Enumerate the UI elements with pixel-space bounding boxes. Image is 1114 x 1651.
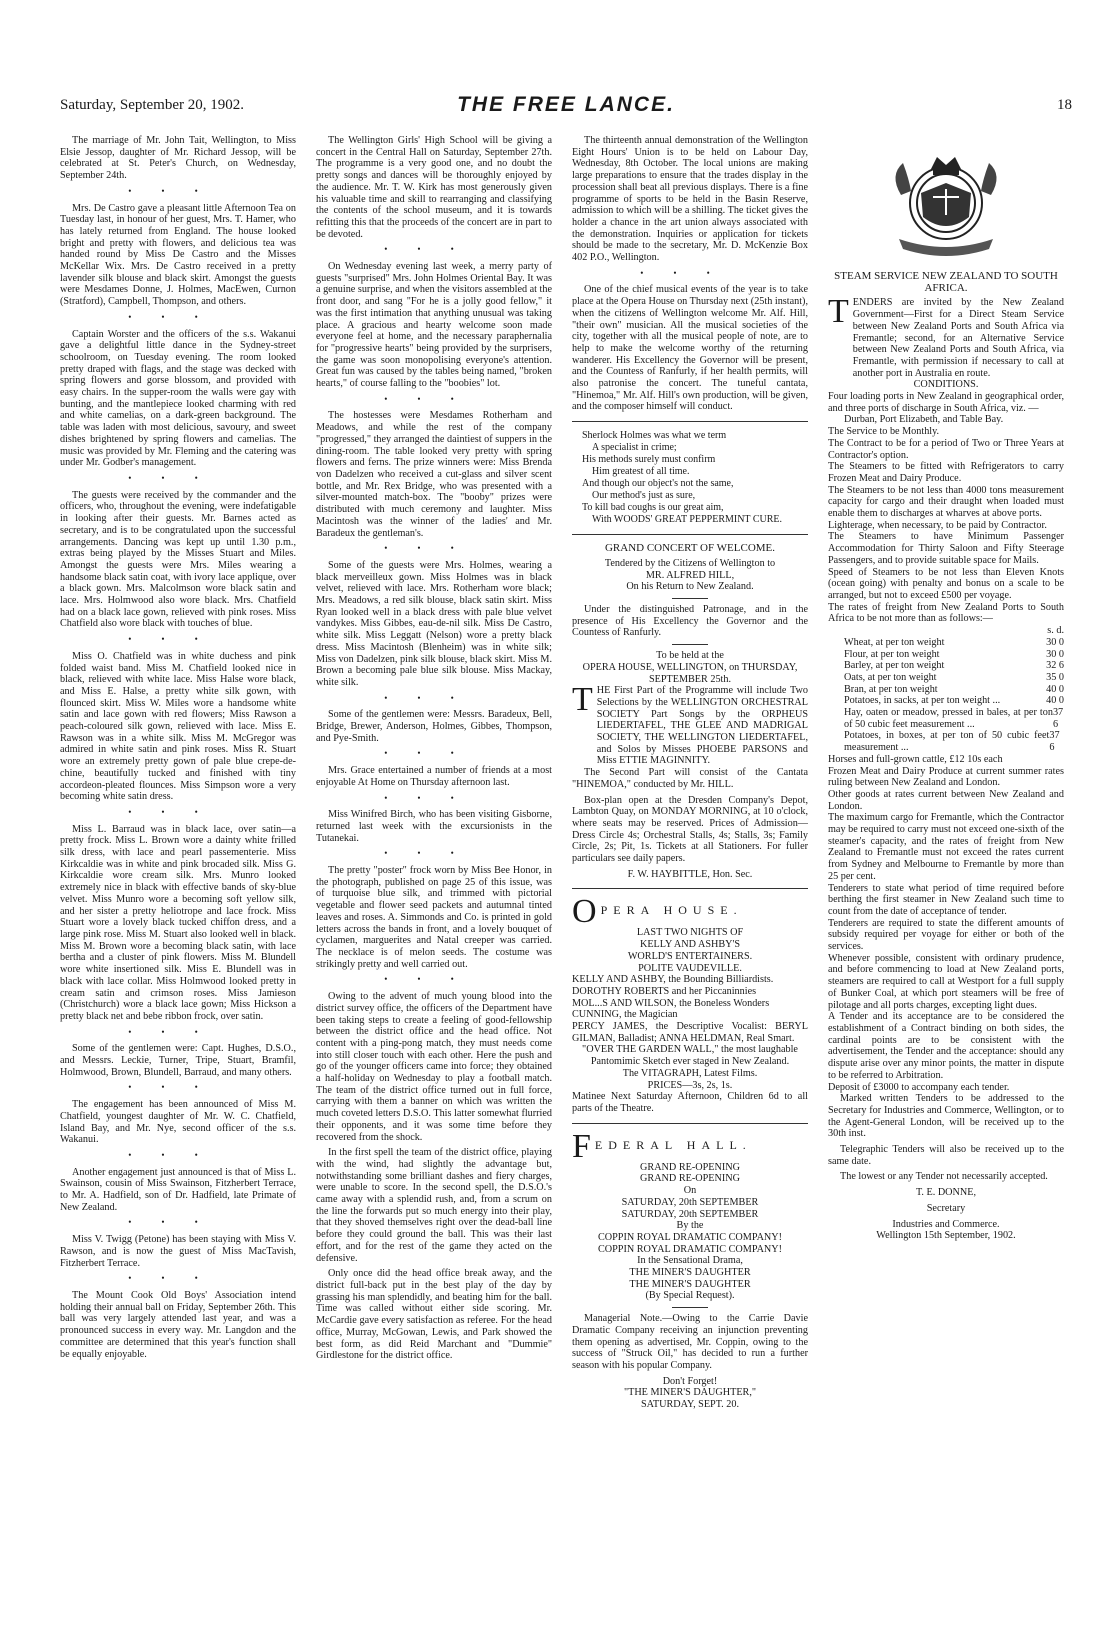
dont-forget: Don't Forget! (662, 1375, 718, 1387)
rule (572, 888, 808, 889)
concert-signature: F. W. HAYBITTLE, Hon. Sec. (627, 868, 753, 880)
section-separator: ••• (128, 1273, 228, 1284)
column-2 (316, 135, 552, 1615)
article-paragraph: Miss V. Twigg (Petone) has been staying with Miss V. Rawson, and is now the guest of Miss MacTavish, Fitzherbert Terrace. (60, 1234, 296, 1269)
opera-house-heading (572, 893, 808, 931)
section-separator: ••• (384, 748, 484, 759)
poem-line: To kill bad coughs is our great aim, (582, 502, 724, 514)
article-paragraph: The hostesses were Mesdames Rotherham and Meadows, and while the rest of the company "progressed," they arranged the daintiest of suppers in the dining-room. The table looked very pretty with spring flowers and ferns. The prize winners were: Miss Brenda von Dadelzen who received a cut-glass and silver scent bottle, and Mr. Rex Bridge, who was presented with a silver-mounted match-box. The "booby" prizes were distributed with much ceremony and laughter. Miss Macintosh was the winner of the ladies' and Mr. Baradeux the gentleman's. (316, 410, 552, 539)
poem-line: And though our object's not the same, (582, 478, 734, 490)
article-paragraph: The thirteenth annual demonstration of the Wellington Eight Hours' Union is to be held on Labour Day, Wednesday, 8th October. The local unions are making large preparations to ensure that the trades display in the procession shall beat all previous displays. There is a fine programme of sports to be held in the Basin Reserve, admission to which will be a shilling. The ticket gives the holder a chance in the art union always associated with the demonstration. Inquiries or application for tickets should be made to the secretary, Mr. D. McKenzie Box 402 P.O., Wellington. (572, 135, 808, 264)
section-separator: ••• (128, 185, 228, 196)
condition-item: A Tender and its acceptance are to be considered the establishment of a Contract binding on both sides, the cardinal points are to be consistent with the advertisement, the Tender and the acceptance: should any dispute arise over any minor points, the matter in dispute to be referred to Arbitration. (828, 1011, 1064, 1081)
rate-item: Hay, oaten or meadow, pressed in bales, at per ton of 50 cubic feet measurement ... (844, 707, 1053, 730)
column-4 (828, 135, 1064, 1615)
rate-item: Oats, at per ton weight (844, 671, 937, 683)
article-paragraph: Owing to the advent of much young blood into the district survey office, the officers of the Department have been taking steps to create a feeling of good-fellowship between the district office and the head office. Not content with a ping-pong match, they must needs come into still closer touch with each other. Here the push and go of the younger officers came into force; they obtained a half-holiday on Wednesday to play a football match. The team of the district office turned out in full force, carrying with them a banner on which was written the much coveted letters D.S.O. This latter somewhat flurried their opponents, and it was some time before they recovered from the shock. (316, 991, 552, 1143)
condition-item: Horses and full-grown cattle, £12 10s each (828, 753, 1003, 765)
poem-line: Sherlock Holmes was what we term (582, 430, 727, 442)
federal-line: GRAND RE-OPENING (640, 1161, 740, 1173)
condition-item: The Steamers to have Minimum Passenger Accommodation for Thirty Saloon and Fifty Steerage Passengers, and to provide suitable space for Mails. (828, 531, 1064, 566)
article-paragraph: Some of the gentlemen were: Capt. Hughes, D.S.O., and Messrs. Leckie, Turner, Tripe, Stuart, Bramfil, Holmwood, Brown, Blundell, Barraud, and many others. (60, 1043, 296, 1078)
federal-line: On (683, 1185, 697, 1197)
article-paragraph: Some of the guests were Mrs. Holmes, wearing a black merveilleux gown. Miss Holmes was in black velvet, relieved with lace. Mrs. Rotherham wore black; Mrs. Meadows, a red silk blouse, black satin skirt. Miss Ryan looked well in a black dress with pale blue velvet vandykes. Miss Gibbes, eau-de-nil silk. Miss De Castro, white silk. Miss Leggatt (Nelson) wore a pretty black dress. Miss Macintosh (Blenheim) was in white silk; Miss von Dadelzen, pink silk blouse, black skirt. Miss M. Brown a becoming pale blue silk blouse. Miss Mackay, white silk. (316, 559, 552, 688)
concert-return: On his Return to New Zealand. (626, 581, 754, 593)
federal-line: In the Sensational Drama, (637, 1255, 743, 1267)
condition-item: The maximum cargo for Fremantle, which the Contractor may be required to carry must not exceed one-sixth of the steamer's capacity, and the rates of freight from New Zealand to Fremantle must not exceed the rates current from Sydney and Melbourne to Fremantle by more than 25 per cent. (828, 812, 1064, 882)
conditions-heading: CONDITIONS. (913, 379, 979, 391)
concert-title: GRAND CONCERT OF WELCOME. (604, 542, 776, 555)
section-separator: ••• (384, 848, 484, 859)
article-paragraph: Only once did the head office break away, and the district full-back put in the best play of the day by grassing his man splendidly, and beating him for the ball. Time was called without either side scoring. Mr. McCardie gave every satisfaction as referee. For the head office, Murray, McGowan, Lewis, and Park showed the best form, as did Reid Marchant and "Dummie" Girdlestone for the district office. (316, 1268, 552, 1362)
section-separator: ••• (128, 1149, 228, 1160)
section-separator: ••• (384, 543, 484, 554)
rate-value: 32 6 (1046, 660, 1064, 672)
issue-date: Saturday, September 20, 1902. (60, 97, 244, 113)
article-paragraph: Miss Winifred Birch, who has been visiting Gisborne, returned last week with the excursionists in the Tutanekai. (316, 809, 552, 844)
opera-act: The VITAGRAPH, Latest Films. (622, 1067, 758, 1079)
federal-line: THE MINER'S DAUGHTER (629, 1267, 751, 1279)
condition-item: The Service to be Monthly. (828, 426, 940, 438)
condition-item: Whenever possible, consistent with ordinary prudence, and before commencing to load at New Zealand ports, steamers are required to call at Westport for a full supply of Bunker Coal, at which port steamers will be free of pilotage and all ports charges, excepting light dues. (828, 952, 1064, 1011)
signer-department: Industries and Commerce. (892, 1218, 1000, 1230)
rate-value: 37 6 (1049, 730, 1060, 754)
section-separator: ••• (384, 692, 484, 703)
poem-line: His methods surely must confirm (582, 454, 716, 466)
page-number: 18 (1057, 97, 1072, 113)
drop-cap: O (572, 893, 597, 931)
rule (672, 644, 708, 645)
opera-matinee: Matinee Next Saturday Afternoon, Children 6d to all parts of the Theatre. (572, 1091, 808, 1114)
article-paragraph: Mrs. Grace entertained a number of friends at a most enjoyable At Home on Thursday afternoon last. (316, 765, 552, 788)
section-separator: ••• (128, 1217, 228, 1228)
poem-line: With WOODS' GREAT PEPPERMINT CURE. (592, 514, 783, 526)
show-name: "THE MINER'S DAUGHTER," (623, 1387, 757, 1399)
condition-item: The rates of freight from New Zealand Ports to South Africa to be not more than as follows:— (828, 601, 1064, 625)
condition-item: The Contract to be for a period of Two or Three Years at Contractor's option. (828, 437, 1064, 461)
condition-item: Lighterage, when necessary, to be paid by Contractor. (828, 519, 1047, 531)
advert-poem (582, 430, 798, 526)
condition-item: Four loading ports in New Zealand in geographical order, and three ports of discharge in South Africa, viz. — (828, 391, 1064, 414)
concert-honoree: MR. ALFRED HILL, (645, 569, 735, 581)
article-paragraph: Mrs. De Castro gave a pleasant little Afternoon Tea on Tuesday last, in honour of her guest, Mrs. T. Hamer, who has lately returned from England. The house looked bright and pretty with flowers, and delicious tea was handed round by Miss De Castro and the Misses McKellar Wix. Mrs. De Castro received in a pretty lavender silk blouse and black skirt. Amongst the guests were Mesdames Donne, J. Holmes, MacEwen, Curnon (Stratford), Campbell, Thompson, and others. (60, 202, 296, 308)
rate-item: Barley, at per ton weight (844, 660, 945, 672)
federal-line: COPPIN ROYAL DRAMATIC COMPANY! (597, 1243, 783, 1255)
poem-line: Him greatest of all time. (592, 466, 690, 478)
condition-item: Tenderers to state what period of time required before berthing the first steamer in New Zealand such time to count from the date of acceptance of tender. (828, 882, 1064, 917)
federal-hall-title: EDERAL HALL. (594, 1137, 752, 1152)
concert-tendered: Tendered by the Citizens of Wellington to (604, 557, 776, 569)
rate-value: 37 6 (1052, 707, 1064, 730)
closing-paragraph: The lowest or any Tender not necessarily accepted. (840, 1171, 1048, 1183)
opera-act: "OVER THE GARDEN WALL," the most laughable Pantomimic Sketch ever staged in New Zealand. (582, 1044, 798, 1068)
article-paragraph: The pretty "poster" frock worn by Miss Bee Honor, in the photograph, published on page 25 of this issue, was of turquoise blue silk, and trimmed with pictorial vegetable and flower seed packets and autumnal tinted leaves and roses. A. Simmonds and Co. is printed in gold letters across the bands in front, and a lovely bouquet of cyclamen, marguerites and Natal creeper was carried. The necklace is of melon seeds. The costume was strikingly pretty and well carried out. (316, 865, 552, 970)
rate-value: 30 0 (1046, 648, 1064, 660)
rate-value: 40 0 (1046, 683, 1064, 695)
royal-coat-of-arms-icon (881, 135, 1011, 265)
article-paragraph: The marriage of Mr. John Tait, Wellington, to Miss Elsie Jessop, daughter of Mr. Richard Jessop, will be celebrated at St. Peter's Church, on Wednesday, September 24th. (60, 135, 296, 182)
concert-second-part: The Second Part will consist of the Cantata "HINEMOA," conducted by Mr. HILL. (572, 767, 808, 790)
section-separator: ••• (128, 472, 228, 483)
rates-units: s. d. (1047, 625, 1064, 637)
poem-line: Our method's just as sure, (592, 490, 696, 502)
opera-act: DOROTHY ROBERTS and her Piccaninnies (572, 985, 757, 997)
signer-title: Secretary (926, 1202, 966, 1214)
condition-item: The Steamers to be fitted with Refrigerators to carry Frozen Meat and Dairy Produce. (828, 461, 1064, 484)
section-separator: ••• (384, 974, 484, 985)
rate-row (828, 649, 1064, 661)
poem-line: A specialist in crime; (592, 442, 677, 454)
section-separator: ••• (384, 792, 484, 803)
concert-held: To be held at the (656, 650, 724, 662)
section-separator: ••• (384, 244, 484, 255)
rule (572, 534, 808, 535)
federal-line: GRAND RE-OPENING (640, 1173, 740, 1185)
section-separator: ••• (128, 311, 228, 322)
opera-act: KELLY AND ASHBY, the Bounding Billiardists. (572, 974, 774, 986)
condition-item: Tenderers are required to state the different amounts of subsidy required per voyage for either or both of the services. (828, 917, 1064, 953)
federal-hall-heading (572, 1127, 808, 1165)
newspaper-title: THE FREE LANCE. (457, 93, 675, 116)
managerial-note: Managerial Note.—Owing to the Carrie Davie Dramatic Company receiving an injunction preventing them opening as advertised, Mr. Coppin, owing to the success of "Struck Oil," has decided to run a further season with his popular Company. (572, 1313, 808, 1371)
section-separator: ••• (128, 1026, 228, 1037)
federal-line: THE MINER'S DAUGHTER (629, 1278, 751, 1290)
tender-title: STEAM SERVICE NEW ZEALAND TO SOUTH AFRICA. (834, 270, 1058, 294)
rate-row (828, 707, 1064, 730)
federal-line: (By Special Request). (645, 1290, 735, 1302)
opera-house-title: PERA HOUSE. (600, 903, 743, 918)
rate-row (828, 637, 1064, 649)
rates-header (828, 625, 1064, 637)
rate-row (828, 730, 1064, 753)
rate-item: Potatoes, in boxes, at per ton of 50 cubic feet measurement ... (844, 730, 1050, 754)
signed-date: Wellington 15th September, 1902. (876, 1230, 1016, 1242)
article-paragraph: Captain Worster and the officers of the s.s. Wakanui gave a delightful little dance in the Sydney-street schoolroom, on Tuesday evening. The room looked pretty draped with flags, and the stage was decked with spring flowers and gorse blossom, and provided with easy chairs. In the supper-room the walls were gay with bunting, and the mantlepiece looked charming with red and white camelias, on a dark-green background. The table was laden with most delicious, savoury, and sweet dishes brightened by spring flowers and camelias. The music was provided by Mr. Fleming and the catering was under Mr. Godber's management. (60, 328, 296, 469)
opera-line: KELLY AND ASHBY'S (639, 939, 741, 951)
section-separator: ••• (128, 806, 228, 817)
opera-line: POLITE VAUDEVILLE. (638, 962, 742, 974)
article-paragraph: In the first spell the team of the district office, playing with the wind, had slightly the advantage but, notwithstanding some brilliant dashes and fiery charges, were unable to score. In the second spell, the D.S.O.'s came away with a splendid rush, and, from a scrum on the line the forwards put so much energy into their play, that they shoved themselves right over the dead-ball line before they could ground the ball. This was their last effort, and for the rest of the game they acted on the defensive. (316, 1147, 552, 1264)
column-1 (60, 135, 296, 1615)
concert-venue: OPERA HOUSE, WELLINGTON, on THURSDAY, SEPTEMBER 25th. (582, 661, 798, 685)
federal-line: SATURDAY, 20th SEPTEMBER (621, 1208, 759, 1220)
concert-box-plan: Box-plan open at the Dresden Company's Depot, Lambton Quay, on MONDAY MORNING, at 10 o'clock, where seats may be reserved. Prices of Admission—Dress Circle 4s; Orchestral Stalls, 4s; Stalls, 3s; Family Circle, 2s; Pit, 1s. Tickets at all Stationers. For fuller particulars see daily papers. (572, 794, 808, 865)
rate-item: Bran, at per ton weight (844, 683, 938, 695)
section-separator: ••• (128, 634, 228, 645)
federal-line: COPPIN ROYAL DRAMATIC COMPANY! (597, 1231, 783, 1243)
tender-intro-block (828, 293, 1064, 379)
federal-line: SATURDAY, 20th SEPTEMBER (621, 1196, 759, 1208)
rule (572, 1123, 808, 1124)
closing-paragraph: Marked written Tenders to be addressed to the Secretary for Industries and Commerce, Wellington, or to the Agent-General London, will be received up to the 30th inst. (828, 1093, 1064, 1140)
federal-line: By the (676, 1220, 704, 1232)
opera-act: PERCY JAMES, the Descriptive Vocalist: BERYL GILMAN, Balladist; ANNA HELDMAN, Real Smart. (572, 1021, 808, 1044)
condition-item: Frozen Meat and Dairy Produce at current summer rates ruling between New Zealand and London. (828, 765, 1064, 789)
article-paragraph: Miss L. Barraud was in black lace, over satin—a pretty frock. Miss L. Brown wore a dainty white frilled silk dress, with lace and pearl passementerie. Miss Kirkcaldie was in white and pink brocaded silk. Miss G. Kirkcaldie wore cream silk. Mrs. Munro looked extremely nice in black with effective bands of sky-blue velvet. Miss Munro wore a becoming soft yellow silk, and her sister a pretty heliotrope and lace frock. Miss Stuart wore a lovely black tucked chiffon dress, and a large pink rose. Miss M. Stuart also looked well in black. Miss M. Brown wore a becoming black satin, with lace bertha and a cluster of pink flowers. Miss M. Blundell wore white insertioned silk. Miss E. Blundell was in black with lace collar. Miss Holmwood looked pretty in cream satin and crimson roses. Miss Jamieson (Christchurch) wore a black lace gown; Miss Hickson a pretty black net and bebe ribbon frock, over satin. (60, 823, 296, 1022)
article-paragraph: The Wellington Girls' High School will be giving a concert in the Central Hall on Saturday, September 27th. The programme is a very good one, and no doubt the pretty songs and dances will be thoroughly enjoyed by the audience. Mr. T. W. Kirk has most generously given his valuable time and skill to rearranging and classifying the contents of the school museum, and it is towards refitting this that the proceeds of the concert are in part to be devoted. (316, 135, 552, 240)
condition-item: Durban, Port Elizabeth, and Table Bay. (844, 414, 1004, 426)
rate-item: Wheat, at per ton weight (844, 636, 945, 648)
rate-value: 30 0 (1046, 636, 1064, 648)
concert-body: HE First Part of the Programme will include Two Selections by the WELLINGTON ORCHESTRAL SOCIETY Part Songs by the ORPHEUS LIEDERTAFEL, THE GLEE AND MADRIGAL SOCIETY, THE WELLINGTON LIEDERTAFEL, and Solos by Misses PHOEBE PARSONS and Miss ETTIE MAGINNITY. (596, 685, 808, 767)
show-date: SATURDAY, SEPT. 20. (640, 1399, 740, 1411)
rate-item: Potatoes, in sacks, at per ton weight ... (844, 695, 1001, 707)
article-paragraph: Another engagement just announced is that of Miss L. Swainson, cousin of Miss Swainson, Fitzherbert Terrace, to Mr. A. Hadfield, son of Dr. Hadfield, late Primate of New Zealand. (60, 1166, 296, 1213)
rule (672, 598, 708, 599)
columns (60, 135, 1072, 1615)
article-paragraph: The Mount Cook Old Boys' Association intend holding their annual ball on Friday, September 26th. This ball was very largely attended last year, and was a pronounced success in every way. Mr. Langdon and the committee are determined that this year's function shall be equally enjoyable. (60, 1289, 296, 1360)
article-paragraph: Miss O. Chatfield was in white duchess and pink folded waist band. Miss M. Chatfield looked nice in black, relieved with white lace. Miss Halse wore black, and Miss E. Halse, a pretty white silk gown, with flounced skirt. Miss W. Miles wore a handsome white satin and lace gown with red flowers; Miss Rawson a peach-coloured silk gown, relieved with lace. Miss E. Rawson was in a white silk. Miss M. McGregor was admired in white satin and pink roses. Miss R. Stuart wore an extremely pretty gown of pale blue crepe-de-chine, beautifully tucked and finished with tiny accordeon-pleated flounces. Miss Simpson wore a very becoming white satin dress. (60, 650, 296, 803)
rate-row (828, 695, 1064, 707)
opera-line: LAST TWO NIGHTS OF (636, 927, 744, 939)
article-paragraph: The engagement has been announced of Miss M. Chatfield, youngest daughter of Mr. W. C. Chatfield, Island Bay, and Mr. Nye, second officer of the s.s. Wakanui. (60, 1099, 296, 1146)
concert-body-block (572, 681, 808, 767)
condition-item: The Steamers to be not less than 4000 tons measurement capacity for cargo and their draught when loaded must enable them to discharges at wharves at above ports. (828, 484, 1064, 520)
rate-value: 35 0 (1046, 671, 1064, 683)
rate-row (828, 684, 1064, 696)
article-paragraph: On Wednesday evening last week, a merry party of guests "surprised" Mrs. John Holmes Oriental Bay. It was a genuine surprise, and when the visitors assembled at the front door, and sang "For he is a jolly good fellow," it was the first intimation that anything unusual was taking place. A gracious and hearty welcome soon made everyone feel at home, and the necessary paraphernalia for "progressive hearts" being provided by the surprisers, the game was soon monopolising everyone's attention. Great fun was caused by the tables being named, "broken hearts," of course falling to the "boobies" lot. (316, 261, 552, 390)
opera-act: MOL...S AND WILSON, the Boneless Wonders (572, 997, 770, 1009)
tender-intro: ENDERS are invited by the New Zealand Government—First for a Direct Steam Service between New Zealand Ports and South Africa via Fremantle; second, for an Alternative Service between New Zealand Ports and South Africa, via Fremantle, with permission if necessary to call at another port in Australia en route. (852, 297, 1064, 379)
drop-cap: T (572, 681, 593, 719)
masthead (60, 93, 1072, 121)
section-separator: ••• (640, 267, 740, 278)
rate-row (828, 672, 1064, 684)
article-paragraph: One of the chief musical events of the year is to take place at the Opera House on Thursday next (25th instant), when the citizens of Wellington welcome Mr. Alf. Hill, "their own" musician. All the musical societies of the city, together with all the musical people of note, are to help to make the welcome worthy of the returning wanderer. His Excellency the Governor will be present, and the Countess of Ranfurly, if her health permits, will also patronise the concert. The tuneful cantata, "Hinemoa," Mr. Alf. Hill's own production, will be given, and the composer himself will conduct. (572, 284, 808, 413)
concert-patronage: Under the distinguished Patronage, and in the presence of His Excellency the Governor and the Countess of Ranfurly. (572, 603, 808, 639)
rule (672, 1307, 708, 1308)
opera-prices: PRICES—3s, 2s, 1s. (647, 1079, 733, 1091)
closing-paragraph: Telegraphic Tenders will also be received up to the same date. (828, 1144, 1064, 1167)
article-paragraph: The guests were received by the commander and the officers, who, throughout the evening, were indefatigable in looking after their guests. Mr. Barnes acted as secretary, and is to be congratulated upon the successful arrangements. Dancing was kept up until 1.30 p.m., extras being played by the Misses Stuart and Miles. Amongst the guests were Mrs. Miles wearing a handsome black satin coat, with ivory lace applique, over a black gown. Mrs. Malcolmson wore black satin and lace. Mrs. Holmwood also wore black. Mrs. Chatfield had on a black lace gown, relieved with pink roses. Miss Chatfield also wore black with touches of blue. (60, 489, 296, 630)
rate-value: 40 0 (1046, 695, 1064, 707)
rate-row (828, 660, 1064, 672)
section-separator: ••• (128, 1082, 228, 1093)
condition-item: Deposit of £3000 to accompany each tender. (828, 1081, 1010, 1093)
rule (572, 421, 808, 422)
opera-act: CUNNING, the Magician (572, 1009, 678, 1021)
rate-item: Flour, at per ton weight (844, 648, 940, 660)
drop-cap: F (572, 1127, 591, 1165)
condition-item: Speed of Steamers to be not less than Eleven Knots (ocean going) with penalty and bonus on a scale to be arranged, but not to exceed £500 per voyage. (828, 566, 1064, 601)
article-paragraph: Some of the gentlemen were: Messrs. Baradeux, Bell, Bridge, Brewer, Anderson, Holmes, Gibbes, Thompson, and Pye-Smith. (316, 709, 552, 744)
column-3 (572, 135, 808, 1615)
section-separator: ••• (384, 393, 484, 404)
signer-name: T. E. DONNE, (915, 1187, 977, 1199)
drop-cap: T (828, 293, 849, 331)
opera-line: WORLD'S ENTERTAINERS. (627, 950, 753, 962)
condition-item: Other goods at rates current between New Zealand and London. (828, 788, 1064, 812)
